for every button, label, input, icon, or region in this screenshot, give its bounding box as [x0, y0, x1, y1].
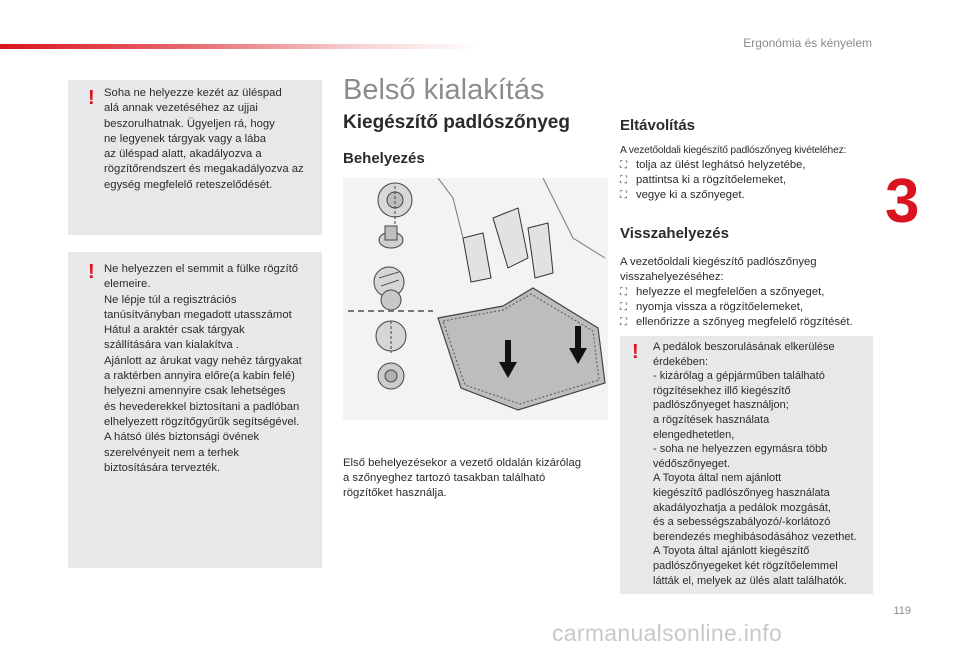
square-bullet-icon: ⛶	[620, 317, 627, 328]
warning-box-seat	[68, 80, 322, 235]
section-title: Belső kialakítás	[343, 74, 545, 106]
warning-text: A pedálok beszorulásának elkerülése érdekében: - kizárólag a gépjárműben található rögzítésekhez illő kiegészítő padlószőnyeget használjon; a rögzítések használata elengedhetetlen, - soha ne helyezzen egymásra több védőszőnyeget. A Toyota által nem ajánlott kiegészítő padlószőnyeg használata akadályozhatja a pedálok mozgását, és a sebességszabályozó/-korlátozó berendezés meghibásodásához vezethet. A Toyota által ajánlott kiegészítő padlószőnyegeket két rögzítőelemmel látták el, melyek az ülés alatt találhatók.	[653, 341, 857, 587]
chapter-number: 3	[885, 167, 920, 236]
list-item: ⛶ helyezze el megfelelően a szőnyeget,	[620, 286, 825, 298]
list-item: ⛶ pattintsa ki a rögzítőelemeket,	[620, 174, 787, 186]
floor-mat-illustration	[343, 178, 608, 420]
square-bullet-icon: ⛶	[620, 302, 627, 313]
list-item: ⛶ ellenőrizze a szőnyeg megfelelő rögzítését.	[620, 316, 853, 328]
warning-text: Ne helyezzen el semmit a fülke rögzítő elemeire. Ne lépje túl a regisztrációs tanúsítványban megadott utasszámot Hátul a araktér csak tárgyak szállítására van kialakítva . Ajánlott az árukat vagy nehéz tárgyakat a raktérben annyira előre(a kabin felé) helyezni amennyire csak lehetséges és hevederekkel biztosítani a padlóban elhelyezett rögzítőgyűrűk segítségével. A hátsó ülés biztonsági övének szerelvényeit nem a terhek biztosítására tervezték.	[104, 263, 302, 474]
chapter-accent-bar	[0, 44, 480, 49]
replace-heading: Visszahelyezés	[620, 225, 729, 242]
warning-icon: !	[88, 87, 95, 109]
warning-icon: !	[88, 261, 95, 283]
remove-intro: A vezetőoldali kiegészítő padlószőnyeg kivételéhez:	[620, 145, 847, 156]
page-number: 119	[893, 605, 911, 617]
floor-mat-drawing	[343, 178, 608, 420]
list-item: ⛶ nyomja vissza a rögzítőelemeket,	[620, 301, 804, 313]
square-bullet-icon: ⛶	[620, 175, 627, 186]
square-bullet-icon: ⛶	[620, 190, 627, 201]
list-item: ⛶ tolja az ülést leghátsó helyzetébe,	[620, 159, 806, 171]
list-item: ⛶ vegye ki a szőnyeget.	[620, 189, 745, 201]
square-bullet-icon: ⛶	[620, 160, 627, 171]
warning-icon: !	[632, 341, 639, 363]
watermark: carmanualsonline.info	[552, 620, 783, 646]
replace-intro: A vezetőoldali kiegészítő padlószőnyeg visszahelyezéséhez:	[620, 256, 817, 283]
chapter-title: Ergonómia és kényelem	[743, 36, 872, 50]
install-heading: Behelyezés	[343, 150, 425, 167]
warning-text: Soha ne helyezze kezét az üléspad alá annak vezetéséhez az ujjai beszorulhatnak. Ügyeljen rá, hogy ne legyenek tárgyak vagy a lába az üléspad alatt, akadályozva a rögzítőrendszert és megakadályozva az egység megfelelő reteszelődését.	[104, 87, 304, 191]
remove-heading: Eltávolítás	[620, 117, 696, 134]
page-heading: Kiegészítő padlószőnyeg	[343, 112, 570, 133]
replace-steps-list	[620, 285, 885, 330]
square-bullet-icon: ⛶	[620, 287, 627, 298]
figure-caption: Első behelyezésekor a vezető oldalán kizárólag a szőnyeghez tartozó tasakban található rögzítőket használja.	[343, 457, 582, 499]
warning-box-pedals	[620, 336, 873, 594]
remove-steps-list	[620, 158, 880, 203]
warning-box-cargo	[68, 252, 322, 568]
